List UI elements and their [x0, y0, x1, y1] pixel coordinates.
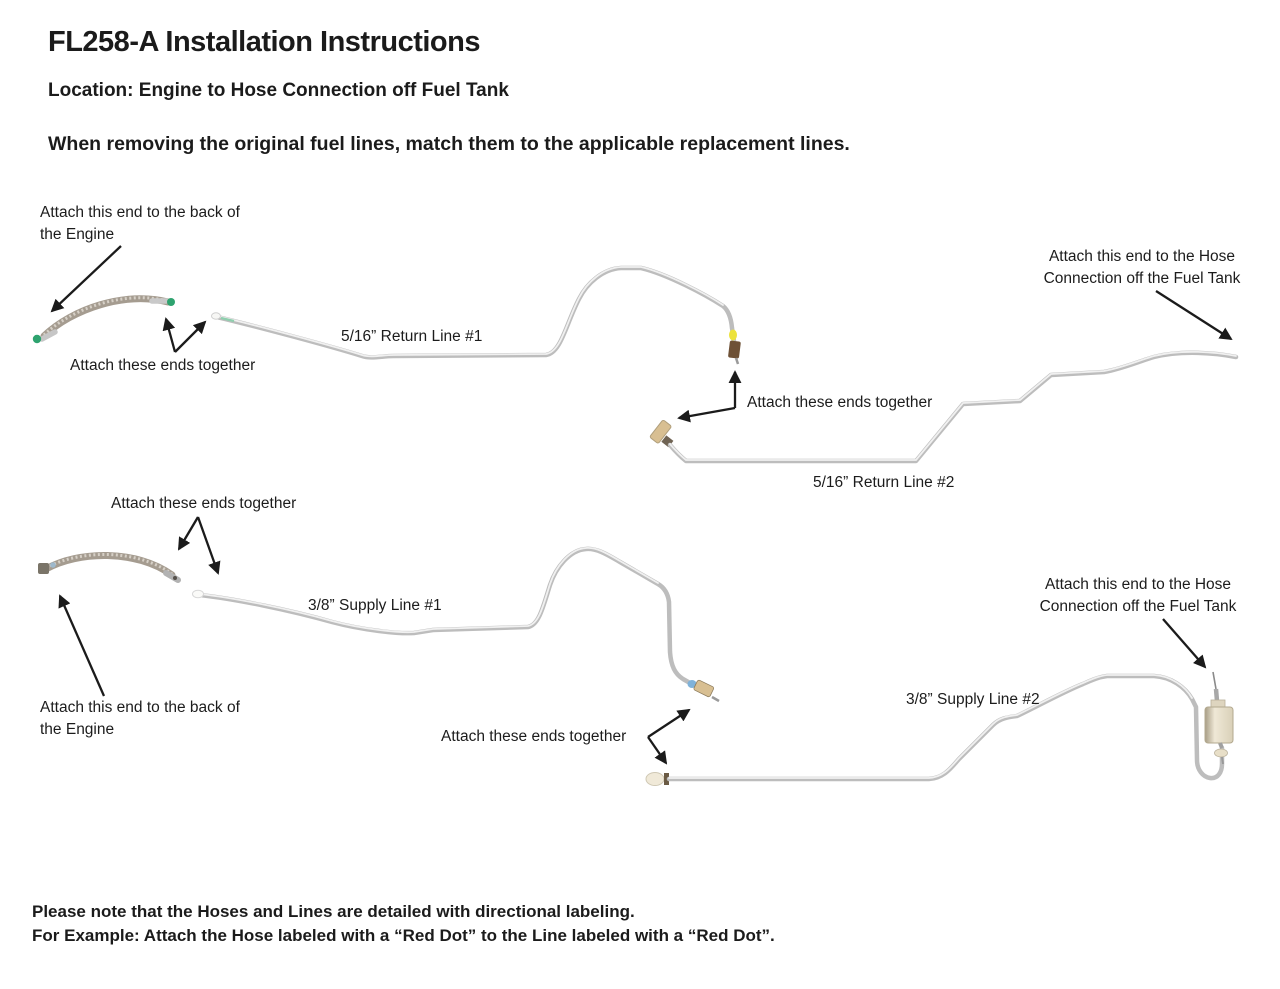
label-attach-together-return: Attach these ends together	[747, 394, 933, 411]
line-open-end	[193, 590, 204, 598]
arrow-tank-bottom	[1163, 619, 1205, 667]
label-attach-tank-bottom-1: Attach this end to the Hose	[1044, 576, 1232, 593]
green-dot-marker	[33, 335, 41, 343]
label-supply-line-1: 3/8” Supply Line #1	[308, 597, 442, 614]
blue-hint-marker	[50, 562, 56, 568]
cylinder-sleeve	[1205, 707, 1233, 743]
return-line-2	[649, 352, 1236, 461]
green-dot-marker	[167, 298, 175, 306]
annotation-labels	[40, 204, 1241, 745]
end-pin	[1216, 689, 1217, 701]
label-attach-together-hose2: Attach these ends together	[111, 495, 297, 512]
label-attach-engine-top-1: Attach this end to the back of	[40, 204, 240, 221]
end-pin	[1220, 743, 1222, 748]
arrow-tank-top	[1156, 291, 1231, 339]
supply-line-1	[193, 548, 720, 701]
line-open-end	[212, 313, 221, 319]
line-end-fitting	[728, 340, 741, 358]
label-attach-engine-bottom-1: Attach this end to the back of	[40, 699, 240, 716]
label-return-line-1: 5/16” Return Line #1	[341, 328, 483, 345]
label-attach-tank-top-2: Connection off the Fuel Tank	[1043, 270, 1241, 287]
arrow-line2-start	[679, 408, 735, 418]
label-attach-tank-top-1: Attach this end to the Hose	[1048, 248, 1236, 265]
fitting-tip	[1222, 757, 1223, 764]
label-attach-together-hose1: Attach these ends together	[70, 357, 256, 374]
location-subtitle: Location: Engine to Hose Connection off Fuel Tank	[48, 80, 509, 101]
arrow-line1-start	[175, 322, 205, 352]
engine-hose-bottom	[38, 554, 178, 580]
label-supply-line-2: 3/8” Supply Line #2	[906, 691, 1040, 708]
label-attach-engine-bottom-2: the Engine	[40, 721, 115, 738]
arrow-engine-bottom	[60, 596, 104, 696]
fitting-tip	[736, 358, 738, 364]
end-collar	[1215, 749, 1228, 757]
fitting-tip	[712, 697, 719, 701]
hose-fitting	[38, 563, 49, 574]
end-wire	[1213, 672, 1216, 689]
arrow-hose1-end	[166, 319, 175, 352]
line-end-fitting	[646, 773, 664, 786]
arrow-supply1-start	[198, 517, 218, 573]
label-attach-tank-bottom-2: Connection off the Fuel Tank	[1039, 598, 1237, 615]
line-end-fitting	[693, 680, 714, 698]
yellow-band-marker	[729, 330, 737, 341]
supply-line-2	[646, 672, 1233, 786]
footer-note	[32, 900, 775, 948]
arrow-supply1-end	[648, 710, 689, 737]
fitting-hole	[173, 576, 177, 580]
engine-hose-top	[33, 298, 175, 343]
instruction-text: When removing the original fuel lines, match them to the applicable replacement lines.	[48, 133, 850, 155]
label-attach-together-supply: Attach these ends together	[441, 728, 627, 745]
footer-note-line2: For Example: Attach the Hose labeled with a “Red Dot” to the Line labeled with a “Red Dot”.	[32, 926, 775, 945]
footer-note-line1: Please note that the Hoses and Lines are detailed with directional labeling.	[32, 902, 635, 921]
label-return-line-2: 5/16” Return Line #2	[813, 474, 955, 491]
arrow-hose2-end	[179, 517, 198, 549]
return-line-1	[212, 267, 741, 364]
page-title: FL258-A Installation Instructions	[48, 26, 480, 58]
label-attach-engine-top-2: the Engine	[40, 226, 115, 243]
arrow-supply2-start	[648, 737, 666, 763]
